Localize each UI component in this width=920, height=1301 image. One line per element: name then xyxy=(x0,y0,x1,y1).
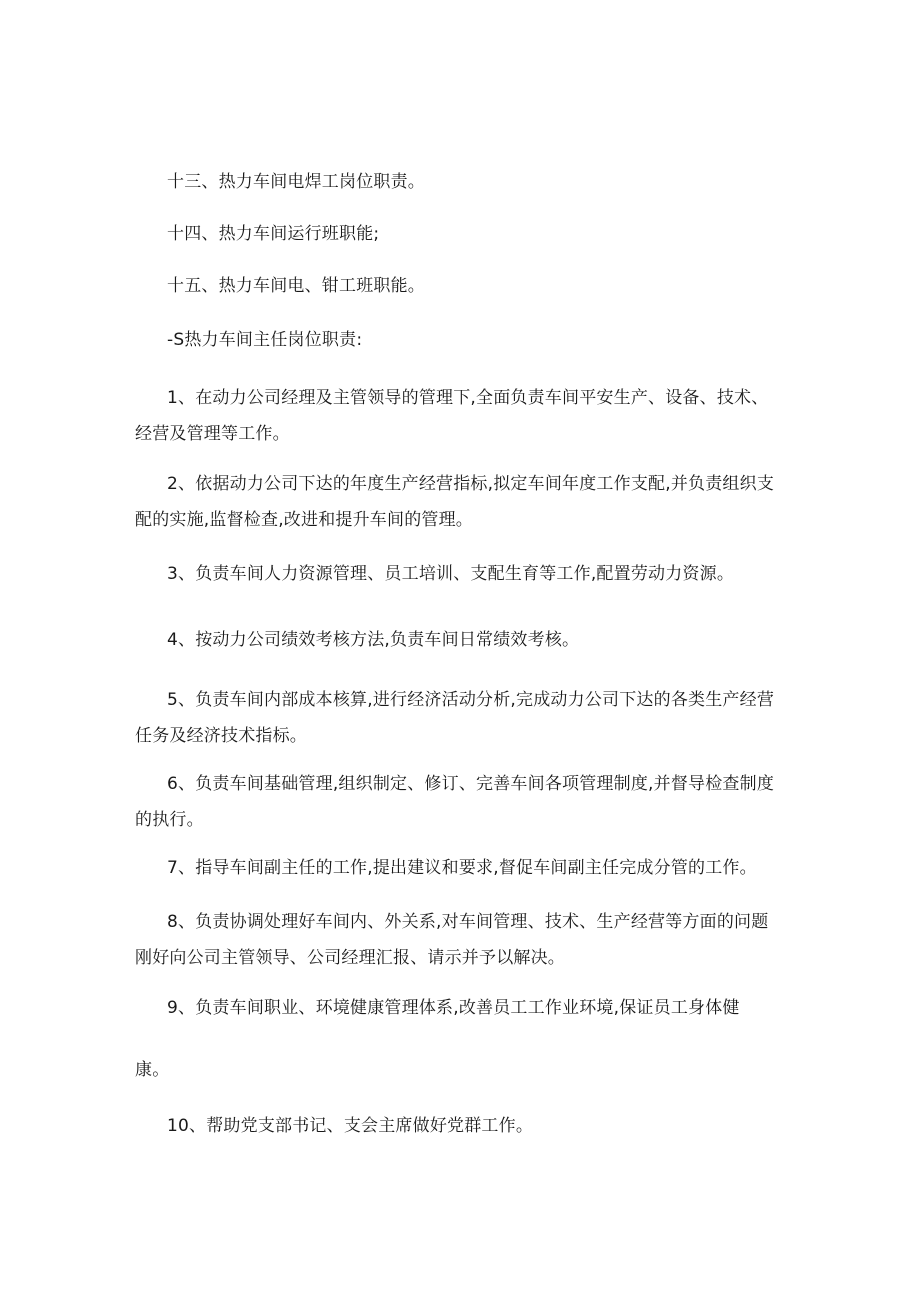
heading-15: 十五、热力车间电、钳工班职能。 xyxy=(167,276,425,296)
item-9-continuation: 康。 xyxy=(135,1060,170,1080)
section-title: -S热力车间主任岗位职责: xyxy=(167,330,363,350)
item-5: 5、负责车间内部成本核算,进行经济活动分析,完成动力公司下达的各类生产经营任务及经济技术指标。 xyxy=(135,690,775,746)
item-8: 8、负责协调处理好车间内、外关系,对车间管理、技术、生产经营等方面的问题刚好向公司主管领导、公司经理汇报、请示并予以解决。 xyxy=(135,912,769,968)
item-6: 6、负责车间基础管理,组织制定、修订、完善车间各项管理制度,并督导检查制度的执行。 xyxy=(135,774,775,830)
item-7: 7、指导车间副主任的工作,提出建议和要求,督促车间副主任完成分管的工作。 xyxy=(167,858,757,878)
item-9: 9、负责车间职业、环境健康管理体系,改善员工工作业环境,保证员工身体健 xyxy=(167,998,740,1018)
item-3: 3、负责车间人力资源管理、员工培训、支配生育等工作,配置劳动力资源。 xyxy=(167,564,735,584)
item-4: 4、按动力公司绩效考核方法,负责车间日常绩效考核。 xyxy=(167,630,580,650)
item-10: 10、帮助党支部书记、支会主席做好党群工作。 xyxy=(167,1116,534,1136)
heading-14: 十四、热力车间运行班职能; xyxy=(167,224,380,244)
item-1: 1、在动力公司经理及主管领导的管理下,全面负责车间平安生产、设备、技术、经营及管理等工作。 xyxy=(135,388,769,444)
heading-13: 十三、热力车间电焊工岗位职责。 xyxy=(167,172,425,192)
item-2: 2、依据动力公司下达的年度生产经营指标,拟定车间年度工作支配,并负责组织支配的实施,监督检查,改进和提升车间的管理。 xyxy=(135,474,775,530)
